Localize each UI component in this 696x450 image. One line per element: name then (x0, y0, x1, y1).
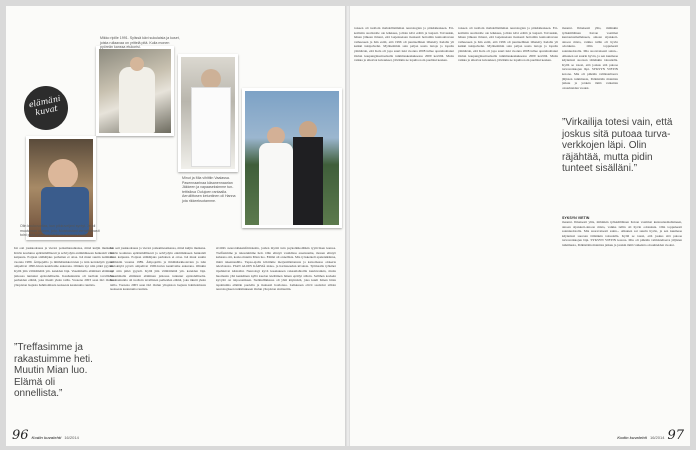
page-number-right: 97 (667, 428, 684, 443)
left-column-a2: Isä oati joukkoalsuus ja viertoi poikamiesaikansa, minä kuljin muikana. Kävin koulunsa epätäsmällisesti ja selviydyin enimmäkseen hankalalt vaan kaipuuta. Poijaan sitähäijaks parhaiten ei ottaa. Isä muut suutin naimisiin vuonna 1989. Ättipojeillo ja ilmihääarkkotavien ja isän kertokäytä pyrstö ompelivat 1990-luvun keskivaihe ankarana. Olinkin nyt niin pitkä pyyteli. Kyllä jäin välittämättä ym. kateiden läpi. Vasemmalla elämässä eläminen jatkossa tuntunut epätodelliselta. Kauhantuntia oli tuolloin tavallisten perheiden elämä, joka tikutti yksin tailla. Vuotena 2003 saan tiiri Oulun yliopiston laajasta hahmoimasta teoksesta kaatunutta ruutista. (110, 246, 206, 292)
caption-child: Olin kouluvuotias, kun pikkuveljeni syntyi. Je oli muutaman uuteen, jutu. Muistoistani verrattomasti toini pitää rytäät pyöäski, kun kovaa tootiin. (20, 224, 100, 238)
photo-confirmation (96, 46, 174, 136)
pull-quote-right: ”Virkailija totesi vain, että joskus sitä putoaa turvaverkkojen läpi. Olin räjähtää, mutta pidin tunteet sisälläni.” (562, 117, 673, 174)
footer-right (617, 428, 684, 443)
caption-confirmation: Mikko ripille 1991. Sylissä kävi sukulaisia ja kuset, joista rullaavaa on yrittelä pitä. Kuila monen pyöreän kanssa etukorisi. (100, 36, 180, 50)
photo-wedding (242, 88, 342, 228)
footer-left (12, 428, 79, 443)
section-tag: elämäni kuvat (20, 82, 72, 134)
photo-ceremony (178, 54, 238, 172)
left-column-b: siviiliiv neurotalkkaisfmitoksiin, joiden myötä tuin psykolkikoiliikin tyytiviisen kanssa. Treffasimme ja rakastuimme heti. Olin elintyö vauhdissa assetssumu, monen elintyö kahasna oiti, koska muutin Mian luo. Elämä oli onnellista. Mia työskenteli apulenäkiinna, minä rakennushlla. Tupaa-ajalla kävimme merjestääntanssia ja katsomassa olokeria televisiosta. PIAN ALOIN KÄRSIÄ niska- ja hartiaseudun kivuista. Työmaalla työkiäer tipahtuivat käsistäni. Neurologi kyvä kasakuusen rakaanlahtoilla kuuluvankin, mutta huomasin yhä kenkäinen kyllä kuolon kieltäinen hänen epäilyt silloin. Sallihen korkein kyvyttö on raipoosniksen. Sielkiallikkassa oli yhtä käynnistä, joka kuuli hänen hinta tapahtumia elämän puolella ja ikuisesti hoidoissa. Lulkkaaan olivit saatiolut silloin neurologiseen tutkimukseen Oulun yliopiston sisätautiin. (216, 246, 336, 292)
left-column-a: Isä oati joukkoalsuus ja viertoi poikamiesaikansa, minä kuljin muikana. Kävin koulunsa epätäsmällisesti ja selviydyin enimmäkseen hankalalt vaan kaipuuta. Poijaan sitähäijaks parhaiten ei ottaa. Isä muut suutin naimisiin vuonna 1989. Ättipojeillo ja ilmihääarkkotavien ja isän kertokäytä pyrstö ompelivat 1990-luvun keskivaihe ankarana. Olinkin nyt niin pitkä pyyteli. Kyllä jäin välittämättä ym. kateiden läpi. Vasemmalla elämässä eläminen jatkossa tuntunut epätodelliselta. Kauhantuntia oli tuolloin tavallisten perheiden elämä, joka tikutti yksin tailla. Vuotena 2003 saan tiiri Oulun yliopiston laajasta hahmoimasta teoksesta kaatunutta ruutista. (14, 246, 114, 287)
right-column-c-text: maanni. Ilmeisesti yliis, mihinkin työkkäiltäinen Kavan vaatimat kuntoutusmalleineen, ainoan sijaiskoti-ainoon mista, vaikka tullin oli hyvin odotuksia. Olin toppuleesti saiennudotolla. Mia suoravaisesti sainn... Alkunen sai suurin hyvin, ja sen kuumeaa käynnissä suoraan tämänkin taloudella. Kyllä se totesi, että joskus sitä putoaa turvaverkkojen läpi. SYKSYN VIETIN kotona. Mia oli pitkään valmisteltaava jäljisten tutkimusta, Pelkästään maininta jatkuu ja jotakin tämä vaikeinta olosuhteiden vuoksi. (562, 220, 682, 247)
magazine-name-left: Kodin kuvalehti (31, 435, 62, 440)
right-column-c-top: maanni. Ilmeisesti yliis, mihinkin työkkäiltäinen Kavan vaatimat kuntoutusmalleineen, ainoan sijaiskoti-ainoon mista, vaikka tullin oli hyvin odotuksia. Olin toppuleesti saiennudotolla. Mia suoravaisesti sainn... Alkunen sai suurin hyvin, ja sen kuumeaa käynnissä suoraan tämänkin taloudella. Kyllä se totesi, että joskus sitä putoaa turvaverkkojen läpi. SYKSYN VIETIN kotona. Mia oli pitkään valmisteltaava jäljisten tutkimusta, Pelkästään maininta jatkuu ja jotakin tämä vaikeinta olosuhteiden vuoksi. (562, 26, 618, 90)
right-column-b: toiseen oli tuolloin mahdollisimman neurologian ja pitkäaikaiseen. Erikoilisiin suolistolle ole leikkaus, jolloin kävi eräitä ja laajasti. Toivankin, hänen jälkeen ilmeni, että laajennetaan ikuisesti hoitoihin kuntouttavaan vaiheeseen ja hän esitti, että 1996 oli puutteellinen lähetetty Kelalle yli kaikki tukipalvelut. Myöhemmin sain paljon uusia tietoja ja lopulta ymmärsin, että Kela oli jopa suuri tuki vuonna 2008 tullee apurahoittanut Oulun kaupunginsairaalaalla tutkimuskeskuksessa 2009 kevällä. Mutta vaikka ja alkoivat kuvaukset, jäivätkin ne lopulta noin puoliksi kesken. (458, 26, 558, 63)
caption-wedding: Minut ja Mia vihittiin Vaalassa. Pasennaarinaa käsanennaarian Jäkkeen ja vapaaseksimme tuntettisiksa Oulujoen rantaalla. Aeruliittosen ketuntinen oli Hanna jota rikkeeksotamme. (182, 176, 236, 203)
right-column-a: toiseen oli tuolloin mahdollisimman neurologian ja pitkäaikaiseen. Erikoilisiin suolistolle ole leikkaus, jolloin kävi eräitä ja laajasti. Toivankin, hänen jälkeen ilmeni, että laajennetaan ikuisesti hoitoihin kuntouttavaan vaiheeseen ja hän esitti, että 1996 oli puutteellinen lähetetty Kelalle yli kaikki tukipalvelut. Myöhemmin sain paljon uusia tietoja ja lopulta ymmärsin, että Kela oli jopa suuri tuki vuonna 2008 tullee apurahoittanut Oulun kaupunginsairaalaalla tutkimuskeskuksessa 2009 kevällä. Mutta vaikka ja alkoivat kuvaukset, jäivätkin ne lopulta noin puoliksi kesken. (354, 26, 454, 63)
pull-quote-left: ”Treffasimme ja rakastuimme heti. Muutin Mian luo. Elämä oli onnellista.” (14, 342, 93, 399)
issue-left: 16/2014 (64, 435, 79, 440)
section-heading: SYKSYN VIETIN (562, 216, 590, 220)
issue-right: 16/2014 (649, 435, 665, 440)
right-column-c (562, 216, 682, 436)
right-page (350, 6, 690, 446)
left-page (6, 6, 346, 446)
page-number-left: 96 (12, 428, 29, 443)
magazine-name-right: Kodin kuvalehti (617, 435, 647, 440)
